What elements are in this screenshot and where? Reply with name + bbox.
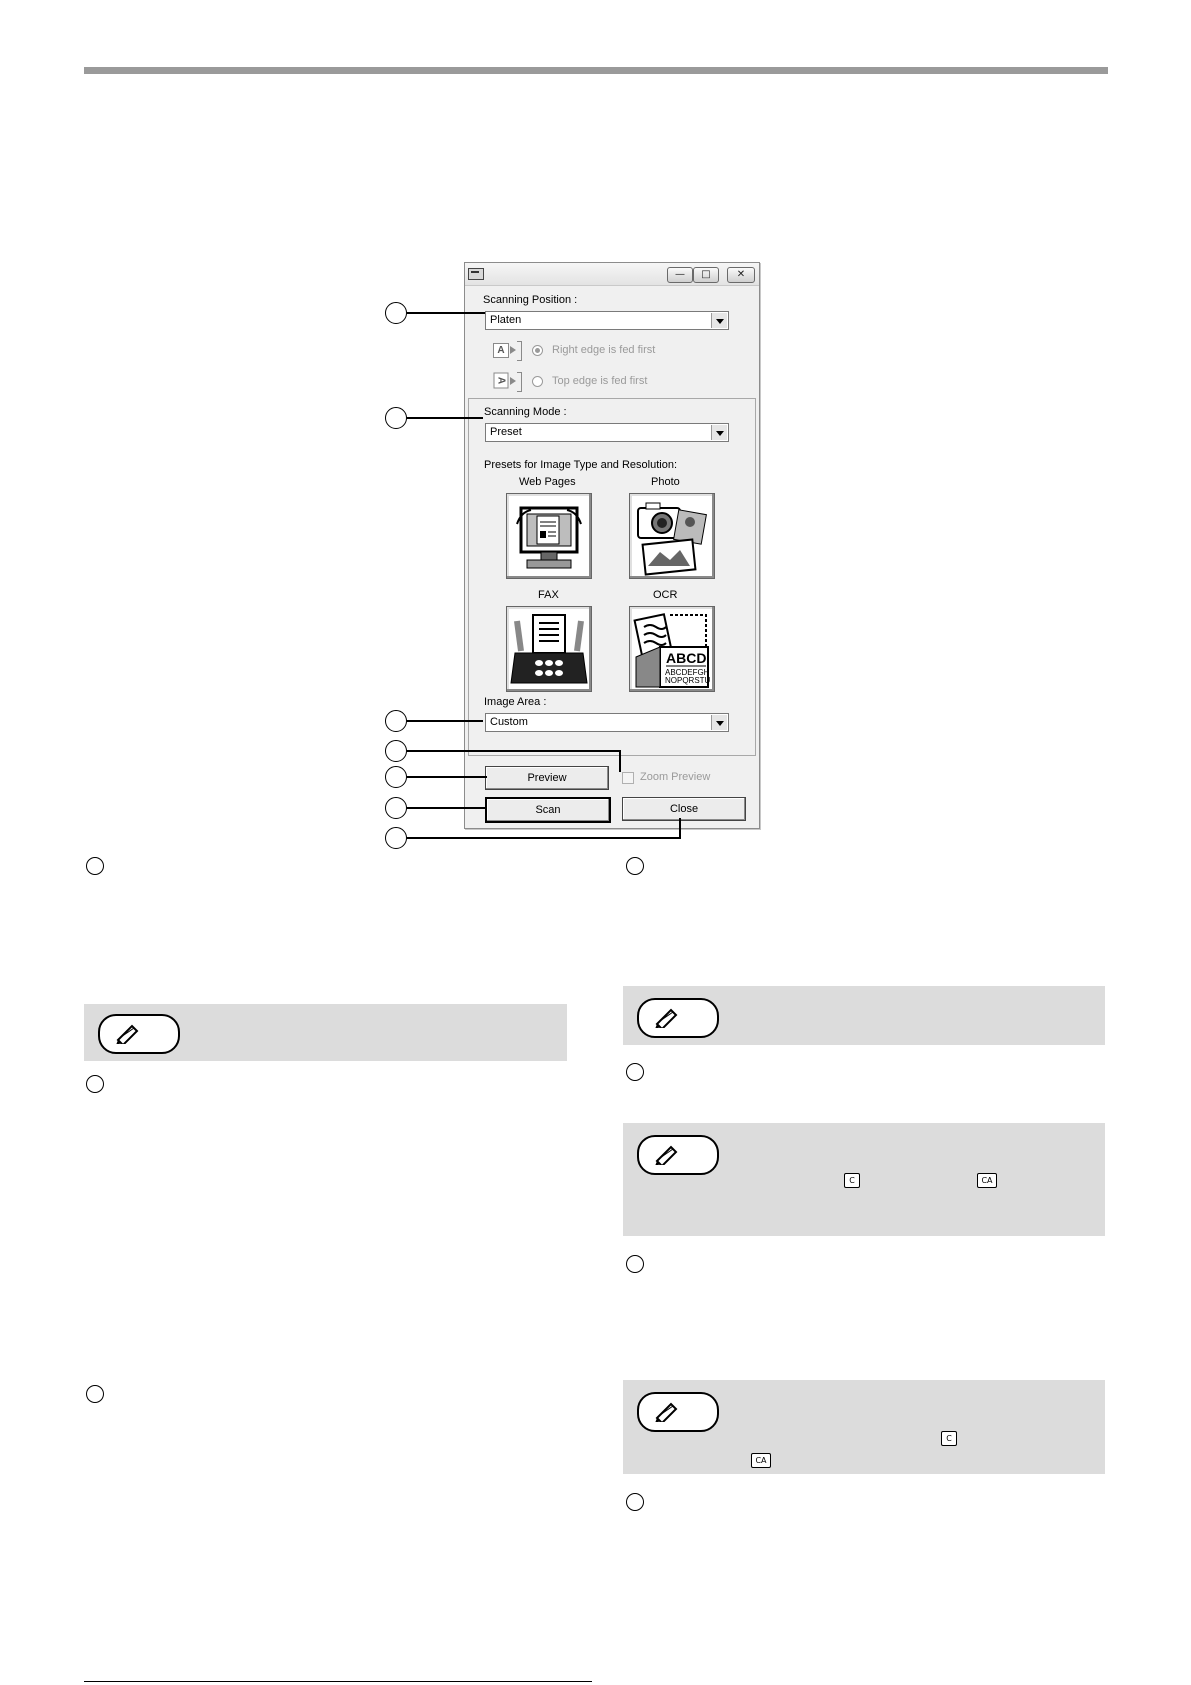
clear-all-key-icon: CA (977, 1173, 997, 1188)
ocr-sample-line-1: ABCD (666, 650, 707, 666)
right-edge-radio[interactable] (532, 345, 543, 356)
close-window-button[interactable] (727, 267, 755, 283)
callout-leader (407, 720, 483, 722)
scanner-dialog (464, 262, 760, 829)
preview-button[interactable]: Preview (485, 766, 609, 790)
callout-circle (385, 797, 407, 819)
feed-bracket-icon (517, 341, 522, 361)
callout-leader (407, 417, 483, 419)
scanning-mode-select[interactable] (485, 423, 729, 442)
clear-key-icon: C (844, 1173, 860, 1188)
photo-label: Photo (651, 476, 680, 488)
callout-leader (619, 750, 621, 772)
web-pages-icon (507, 494, 591, 578)
note-badge (637, 1135, 719, 1175)
close-icon: ✕ (736, 269, 746, 280)
ocr-sample-line-3: NOPQRSTU (665, 676, 711, 685)
clear-key-icon: C (941, 1431, 957, 1446)
section-marker (626, 1255, 644, 1273)
pencil-icon (114, 1022, 142, 1044)
photo-preset-button[interactable] (629, 493, 715, 579)
maximize-icon: □ (701, 269, 711, 280)
feed-bracket-icon (517, 372, 522, 392)
note-box (623, 986, 1105, 1045)
note-badge (637, 998, 719, 1038)
scanning-position-select[interactable] (485, 311, 729, 330)
section-marker (626, 1063, 644, 1081)
pencil-icon (653, 1006, 681, 1028)
scanning-position-value: Platen (490, 314, 522, 326)
close-button[interactable]: Close (622, 797, 746, 821)
title-bar[interactable] (465, 263, 759, 286)
minimize-icon: — (675, 269, 685, 280)
scan-button[interactable]: Scan (485, 797, 611, 823)
pencil-icon (653, 1400, 681, 1422)
callout-circle (385, 710, 407, 732)
fax-preset-button[interactable] (506, 606, 592, 692)
top-edge-label: Top edge is fed first (552, 375, 648, 387)
ocr-preset-button[interactable] (629, 606, 715, 692)
chevron-down-icon[interactable] (711, 313, 727, 328)
fax-label: FAX (538, 589, 559, 601)
chevron-down-icon[interactable] (711, 425, 727, 440)
image-area-value: Custom (490, 716, 528, 728)
scanning-position-label: Scanning Position : (483, 294, 578, 306)
scanning-mode-value: Preset (490, 426, 522, 438)
section-marker (626, 1493, 644, 1511)
footer-rule (84, 1681, 592, 1682)
image-area-label: Image Area : (484, 696, 547, 708)
note-box (623, 1380, 1105, 1474)
note-badge (98, 1014, 180, 1054)
maximize-button[interactable] (693, 267, 719, 283)
scanning-mode-label: Scanning Mode : (484, 406, 567, 418)
section-marker (86, 857, 104, 875)
callout-circle (385, 740, 407, 762)
presets-label: Presets for Image Type and Resolution: (484, 459, 678, 471)
web-pages-label: Web Pages (519, 476, 576, 488)
app-icon (468, 268, 484, 280)
zoom-preview-label: Zoom Preview (640, 771, 711, 783)
top-edge-feed-icon: A (494, 373, 509, 389)
header-rule (84, 67, 1108, 74)
section-marker (626, 857, 644, 875)
web-pages-preset-button[interactable] (506, 493, 592, 579)
minimize-button[interactable] (667, 267, 693, 283)
pencil-icon (653, 1143, 681, 1165)
scanning-mode-group (468, 398, 756, 756)
callout-leader (407, 776, 487, 778)
note-box (84, 1004, 567, 1061)
callout-leader (407, 750, 620, 752)
section-marker (86, 1385, 104, 1403)
callout-circle (385, 302, 407, 324)
fax-icon (507, 607, 591, 691)
note-box (623, 1123, 1105, 1236)
callout-leader (407, 807, 487, 809)
photo-icon (630, 494, 714, 578)
image-area-select[interactable] (485, 713, 729, 732)
section-marker (86, 1075, 104, 1093)
feed-arrow-icon (510, 377, 516, 385)
zoom-preview-checkbox[interactable] (622, 772, 634, 784)
ocr-label: OCR (653, 589, 678, 601)
callout-leader (407, 837, 681, 839)
callout-leader (679, 818, 681, 839)
ocr-icon (630, 607, 714, 691)
right-edge-label: Right edge is fed first (552, 344, 656, 356)
clear-all-key-icon: CA (751, 1453, 771, 1468)
callout-circle (385, 827, 407, 849)
feed-arrow-icon (510, 346, 516, 354)
chevron-down-icon[interactable] (711, 715, 727, 730)
callout-leader (407, 312, 485, 314)
note-badge (637, 1392, 719, 1432)
callout-circle (385, 407, 407, 429)
top-edge-radio[interactable] (532, 376, 543, 387)
ocr-sample-line-2: ABCDEFGH (665, 668, 710, 677)
right-edge-feed-icon: A (493, 343, 509, 358)
callout-circle (385, 766, 407, 788)
